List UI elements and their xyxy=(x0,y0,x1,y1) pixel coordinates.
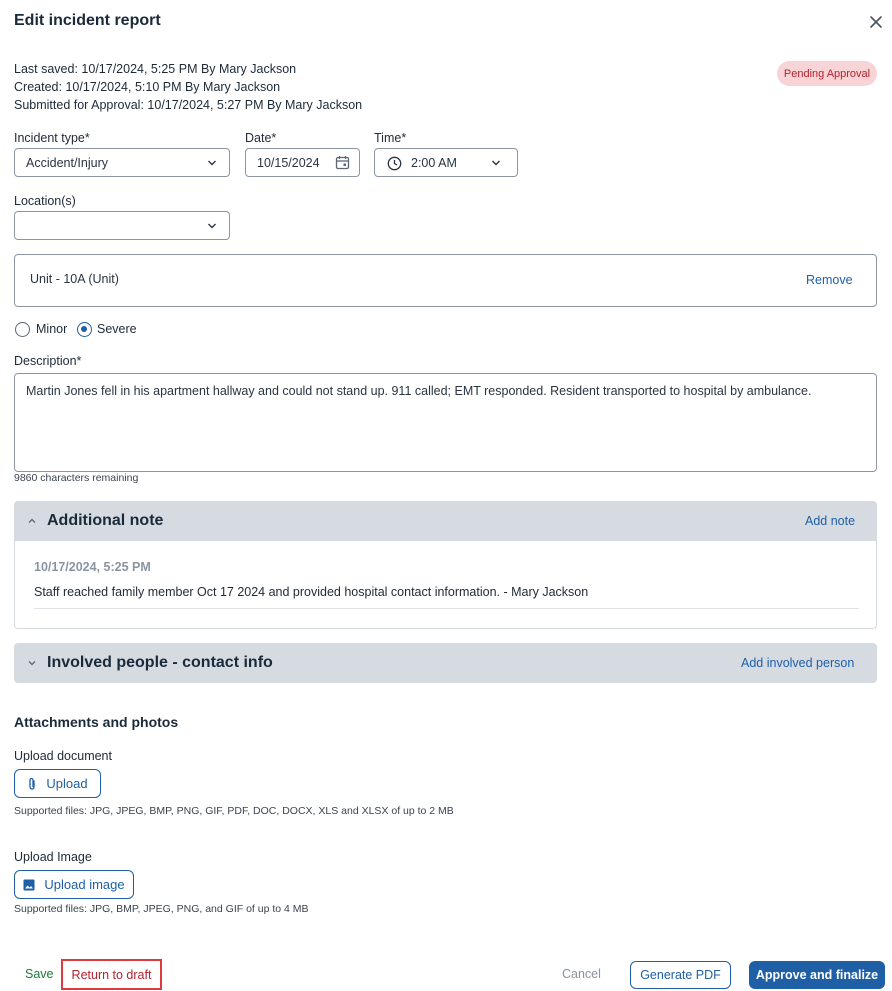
last-saved-value: 10/17/2024, 5:25 PM By Mary Jackson xyxy=(81,62,297,76)
return-to-draft-button[interactable]: Return to draft xyxy=(61,959,162,990)
upload-document-button-label: Upload xyxy=(46,776,88,791)
created-value: 10/17/2024, 5:10 PM By Mary Jackson xyxy=(65,80,281,94)
clock-icon xyxy=(387,156,402,171)
location-label: Location(s) xyxy=(14,194,76,208)
cancel-button[interactable]: Cancel xyxy=(562,967,601,981)
submitted-row xyxy=(14,98,362,112)
image-icon xyxy=(23,879,35,891)
chevron-up-icon xyxy=(27,516,37,526)
severity-severe-label: Severe xyxy=(97,322,137,336)
incident-type-label: Incident type* xyxy=(14,131,90,145)
remove-location-link[interactable]: Remove xyxy=(806,273,853,287)
time-select[interactable] xyxy=(374,148,518,177)
upload-document-label: Upload document xyxy=(14,749,112,763)
additional-note-title: Additional note xyxy=(47,512,164,529)
characters-remaining: 9860 characters remaining xyxy=(14,472,139,484)
chevron-down-icon xyxy=(27,658,37,668)
calendar-icon[interactable] xyxy=(335,155,350,170)
upload-image-button-label: Upload image xyxy=(44,877,125,892)
additional-note-header[interactable] xyxy=(14,501,877,541)
involved-people-header[interactable] xyxy=(14,643,877,683)
incident-type-value: Accident/Injury xyxy=(26,155,108,170)
location-select[interactable] xyxy=(14,211,230,240)
severity-minor-radio[interactable] xyxy=(15,322,30,337)
document-supported-files: Supported files: JPG, JPEG, BMP, PNG, GIF, PDF, DOC, DOCX, XLS and XLSX of up to 2 MB xyxy=(14,805,454,817)
chevron-down-icon xyxy=(207,158,217,168)
chevron-down-icon xyxy=(207,221,217,231)
save-button[interactable]: Save xyxy=(25,967,54,981)
description-label: Description* xyxy=(14,354,82,368)
chevron-down-icon xyxy=(491,158,501,168)
note-text: Staff reached family member Oct 17 2024 and provided hospital contact information. - Mary Jackson xyxy=(34,585,589,599)
additional-note-body xyxy=(14,540,877,629)
created-row xyxy=(14,80,280,94)
involved-people-title: Involved people - contact info xyxy=(47,654,273,671)
attachments-title: Attachments and photos xyxy=(14,714,179,730)
created-label: Created: xyxy=(14,80,62,94)
image-supported-files: Supported files: JPG, BMP, JPEG, PNG, and GIF of up to 4 MB xyxy=(14,903,309,915)
paperclip-icon xyxy=(27,777,37,791)
add-involved-person-link[interactable]: Add involved person xyxy=(741,656,855,670)
generate-pdf-button[interactable]: Generate PDF xyxy=(630,961,731,989)
date-label: Date* xyxy=(245,131,277,145)
submitted-value: 10/17/2024, 5:27 PM By Mary Jackson xyxy=(147,98,363,112)
note-timestamp: 10/17/2024, 5:25 PM xyxy=(34,560,151,574)
date-input[interactable] xyxy=(245,148,360,177)
status-badge: Pending Approval xyxy=(777,61,877,86)
dialog-title: Edit incident report xyxy=(14,12,161,29)
unit-entry: Unit - 10A (Unit) xyxy=(30,272,119,286)
upload-image-label: Upload Image xyxy=(14,850,92,864)
selected-location-box xyxy=(14,254,877,307)
submitted-label: Submitted for Approval: xyxy=(14,98,144,112)
approve-finalize-button[interactable]: Approve and finalize xyxy=(749,961,885,989)
date-value: 10/15/2024 xyxy=(257,155,320,170)
time-value: 2:00 AM xyxy=(411,155,457,170)
severity-minor-label: Minor xyxy=(36,322,68,336)
severity-severe-radio[interactable] xyxy=(77,322,92,337)
time-label: Time* xyxy=(374,131,407,145)
add-note-link[interactable]: Add note xyxy=(805,514,856,528)
incident-type-select[interactable] xyxy=(14,148,230,177)
close-icon[interactable] xyxy=(866,12,886,32)
last-saved-row xyxy=(14,62,296,76)
last-saved-label: Last saved: xyxy=(14,62,78,76)
note-divider xyxy=(34,608,859,609)
upload-image-button[interactable] xyxy=(14,870,134,899)
upload-document-button[interactable] xyxy=(14,769,101,798)
description-textarea[interactable]: Martin Jones fell in his apartment hallway and could not stand up. 911 called; EMT responded. Resident transported to hospital by ambulance. xyxy=(14,373,877,472)
